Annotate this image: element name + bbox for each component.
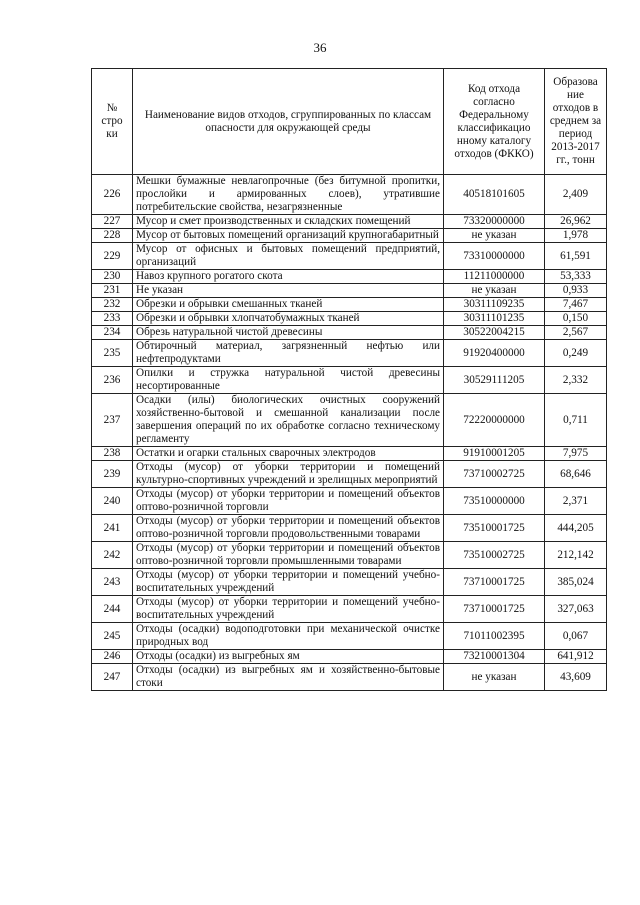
row-number-cell: 247	[92, 664, 133, 691]
row-number-cell: 226	[92, 175, 133, 215]
table-row	[92, 243, 607, 270]
table-row	[92, 284, 607, 298]
waste-amount-cell: 7,467	[545, 298, 607, 312]
waste-amount-cell: 2,409	[545, 175, 607, 215]
waste-name-cell: Мешки бумажные невлагопрочные (без битумной пропитки, прослойки и армированных слоев), утратившие потребительские свойства, незагрязненные	[133, 175, 444, 215]
waste-amount-cell: 7,975	[545, 447, 607, 461]
waste-amount-cell: 1,978	[545, 229, 607, 243]
table-row	[92, 298, 607, 312]
waste-name-cell: Обрезь натуральной чистой древесины	[133, 326, 444, 340]
waste-name-cell: Остатки и огарки стальных сварочных электродов	[133, 447, 444, 461]
waste-name-cell: Обрезки и обрывки смешанных тканей	[133, 298, 444, 312]
fkko-code-cell: 30311109235	[444, 298, 545, 312]
table-row	[92, 340, 607, 367]
row-number-cell: 236	[92, 367, 133, 394]
waste-amount-cell: 0,067	[545, 623, 607, 650]
waste-amount-cell: 43,609	[545, 664, 607, 691]
fkko-code-cell: 30529111205	[444, 367, 545, 394]
waste-amount-cell: 0,249	[545, 340, 607, 367]
fkko-code-cell: 11211000000	[444, 270, 545, 284]
header-waste-name: Наименование видов отходов, сгруппированных по классам опасности для окружающей среды	[133, 69, 444, 175]
waste-name-cell: Мусор и смет производственных и складских помещений	[133, 215, 444, 229]
table-row	[92, 326, 607, 340]
waste-amount-cell: 444,205	[545, 515, 607, 542]
row-number-cell: 229	[92, 243, 133, 270]
waste-name-cell: Мусор от бытовых помещений организаций крупногабаритный	[133, 229, 444, 243]
fkko-code-cell: 30311101235	[444, 312, 545, 326]
row-number-cell: 239	[92, 461, 133, 488]
row-number-cell: 237	[92, 394, 133, 447]
row-number-cell: 234	[92, 326, 133, 340]
waste-name-cell: Отходы (мусор) от уборки территории и помещений культурно-спортивных учреждений и зрелищных мероприятий	[133, 461, 444, 488]
page-number: 36	[313, 40, 327, 55]
fkko-code-cell: 73210001304	[444, 650, 545, 664]
table-row	[92, 229, 607, 243]
table-row	[92, 461, 607, 488]
table-header-row	[92, 69, 607, 175]
row-number-cell: 242	[92, 542, 133, 569]
waste-name-cell: Отходы (мусор) от уборки территории и помещений учебно-воспитательных учреждений	[133, 569, 444, 596]
waste-name-cell: Обрезки и обрывки хлопчатобумажных тканей	[133, 312, 444, 326]
row-number-cell: 244	[92, 596, 133, 623]
waste-amount-cell: 2,371	[545, 488, 607, 515]
table-row	[92, 394, 607, 447]
fkko-code-cell: 72220000000	[444, 394, 545, 447]
table-row	[92, 488, 607, 515]
waste-name-cell: Отходы (мусор) от уборки территории и помещений объектов оптово-розничной торговли продовольственными товарами	[133, 515, 444, 542]
waste-name-cell: Обтирочный материал, загрязненный нефтью или нефтепродуктами	[133, 340, 444, 367]
fkko-code-cell: 73310000000	[444, 243, 545, 270]
row-number-cell: 246	[92, 650, 133, 664]
row-number-cell: 241	[92, 515, 133, 542]
table-row	[92, 270, 607, 284]
waste-amount-cell: 2,332	[545, 367, 607, 394]
waste-amount-cell: 61,591	[545, 243, 607, 270]
table-row	[92, 650, 607, 664]
waste-name-cell: Осадки (илы) биологических очистных сооружений хозяйственно-бытовой и смешанной канализации после завершения операций по их обработке согласно техническому регламенту	[133, 394, 444, 447]
table-row	[92, 215, 607, 229]
table-row	[92, 664, 607, 691]
fkko-code-cell: не указан	[444, 284, 545, 298]
fkko-code-cell: 73710001725	[444, 569, 545, 596]
fkko-code-cell: 73710002725	[444, 461, 545, 488]
fkko-code-cell: 73320000000	[444, 215, 545, 229]
row-number-cell: 227	[92, 215, 133, 229]
table-row	[92, 515, 607, 542]
header-row-number: № стро ки	[92, 69, 133, 175]
waste-amount-cell: 0,933	[545, 284, 607, 298]
waste-name-cell: Не указан	[133, 284, 444, 298]
table-row	[92, 175, 607, 215]
waste-name-cell: Мусор от офисных и бытовых помещений предприятий, организаций	[133, 243, 444, 270]
fkko-code-cell: не указан	[444, 229, 545, 243]
table-row	[92, 312, 607, 326]
waste-amount-cell: 327,063	[545, 596, 607, 623]
table-row	[92, 569, 607, 596]
fkko-code-cell: 91920400000	[444, 340, 545, 367]
table-row	[92, 596, 607, 623]
fkko-code-cell: 73510002725	[444, 542, 545, 569]
row-number-cell: 240	[92, 488, 133, 515]
waste-name-cell: Отходы (мусор) от уборки территории и помещений учебно-воспитательных учреждений	[133, 596, 444, 623]
waste-amount-cell: 0,711	[545, 394, 607, 447]
row-number-cell: 245	[92, 623, 133, 650]
waste-name-cell: Отходы (осадки) из выгребных ям	[133, 650, 444, 664]
row-number-cell: 232	[92, 298, 133, 312]
waste-amount-cell: 53,333	[545, 270, 607, 284]
waste-name-cell: Отходы (осадки) из выгребных ям и хозяйственно-бытовые стоки	[133, 664, 444, 691]
row-number-cell: 230	[92, 270, 133, 284]
waste-amount-cell: 68,646	[545, 461, 607, 488]
row-number-cell: 231	[92, 284, 133, 298]
waste-amount-cell: 2,567	[545, 326, 607, 340]
waste-name-cell: Отходы (осадки) водоподготовки при механической очистке природных вод	[133, 623, 444, 650]
row-number-cell: 233	[92, 312, 133, 326]
fkko-code-cell: 73510000000	[444, 488, 545, 515]
fkko-code-cell: 73510001725	[444, 515, 545, 542]
waste-amount-cell: 26,962	[545, 215, 607, 229]
waste-amount-cell: 385,024	[545, 569, 607, 596]
fkko-code-cell: 71011002395	[444, 623, 545, 650]
fkko-code-cell: 91910001205	[444, 447, 545, 461]
waste-amount-cell: 641,912	[545, 650, 607, 664]
waste-name-cell: Отходы (мусор) от уборки территории и помещений объектов оптово-розничной торговли	[133, 488, 444, 515]
row-number-cell: 235	[92, 340, 133, 367]
table-row	[92, 447, 607, 461]
waste-amount-cell: 0,150	[545, 312, 607, 326]
waste-name-cell: Отходы (мусор) от уборки территории и помещений объектов оптово-розничной торговли промышленными товарами	[133, 542, 444, 569]
fkko-code-cell: 73710001725	[444, 596, 545, 623]
table-row	[92, 542, 607, 569]
row-number-cell: 243	[92, 569, 133, 596]
table-row	[92, 623, 607, 650]
fkko-code-cell: 30522004215	[444, 326, 545, 340]
waste-name-cell: Навоз крупного рогатого скота	[133, 270, 444, 284]
header-fkko-code: Код отхода согласно Федеральному классификацио нному каталогу отходов (ФККО)	[444, 69, 545, 175]
table-row	[92, 367, 607, 394]
header-waste-amount: Образова ние отходов в среднем за период 2013-2017 гг., тонн	[545, 69, 607, 175]
waste-name-cell: Опилки и стружка натуральной чистой древесины несортированные	[133, 367, 444, 394]
waste-amount-cell: 212,142	[545, 542, 607, 569]
waste-table	[91, 68, 607, 691]
fkko-code-cell: 40518101605	[444, 175, 545, 215]
fkko-code-cell: не указан	[444, 664, 545, 691]
row-number-cell: 228	[92, 229, 133, 243]
row-number-cell: 238	[92, 447, 133, 461]
